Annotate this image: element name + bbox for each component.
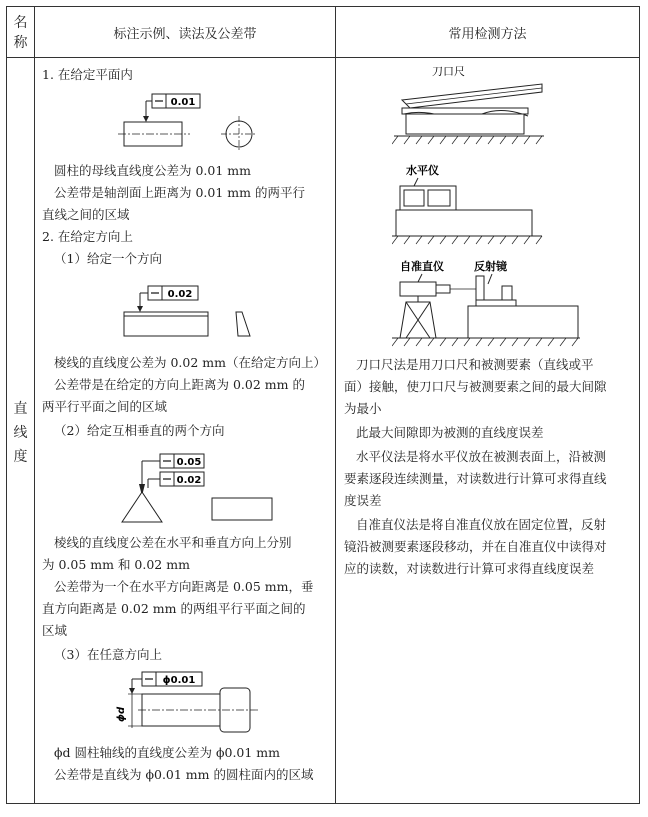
figure-cylinder-side [118, 92, 268, 154]
s2a-para-2a: 公差带是在给定的方向上距离为 0.02 mm 的 [54, 377, 305, 392]
s1-para-2a: 公差带是轴剖面上距离为 0.01 mm 的两平行 [54, 185, 305, 200]
label-level: 水平仪 [406, 164, 439, 177]
r-para-3a: 水平仪法是将水平仪放在被测表面上，沿被测 [356, 449, 607, 464]
s2b-para-1b: 为 0.05 mm 和 0.02 mm [42, 557, 190, 572]
r-para-1a: 刀口尺法是用刀口尺和被测要素（直线或平 [356, 357, 594, 372]
s1-para-2b: 直线之间的区域 [42, 207, 130, 222]
label-knife-edge: 刀口尺 [432, 65, 465, 78]
header-col2: 标注示例、读法及公差带 [113, 27, 257, 42]
section-1-title: 1. 在给定平面内 [42, 67, 133, 82]
figure-prism [118, 280, 268, 346]
tol-value-2b-1: 0.05 [176, 457, 202, 468]
row-name-char-2: 线 [13, 425, 28, 441]
r-para-2: 此最大间隙即为被测的直线度误差 [356, 425, 544, 440]
col-divider-1 [34, 7, 35, 803]
tol-value-1: 0.01 [170, 97, 196, 108]
r-para-4b: 镜沿被测要素逐段移动，并在自准直仪中读得对 [344, 539, 607, 554]
header-name-char-2: 称 [13, 35, 28, 51]
section-2a-title: （1）给定一个方向 [54, 251, 162, 266]
label-autocollimator: 自准直仪 [400, 260, 444, 273]
r-para-1c: 为最小 [344, 401, 382, 416]
r-para-3b: 要素逐段连续测量，对读数进行计算可求得直线 [344, 471, 607, 486]
figure-level [392, 160, 552, 252]
tol-value-2b-2: 0.02 [176, 475, 202, 486]
s2b-para-2c: 区域 [42, 623, 68, 638]
r-para-4c: 应的读数，对读数进行计算可求得直线度误差 [344, 561, 595, 576]
figure-autocollimator [392, 256, 582, 348]
s1-para-1: 圆柱的母线直线度公差为 0.01 mm [54, 163, 251, 178]
s2a-para-2b: 两平行平面之间的区域 [42, 399, 168, 414]
section-2b-title: （2）给定互相垂直的两个方向 [54, 423, 225, 438]
s2c-para-2: 公差带是直线为 ϕ0.01 mm 的圆柱面内的区域 [54, 767, 314, 782]
r-para-3c: 度误差 [344, 493, 382, 508]
figure-knife-edge [392, 62, 552, 148]
s2b-para-2b: 直方向距离是 0.02 mm 的两组平行平面之间的 [42, 601, 306, 616]
row-name-char-1: 直 [13, 401, 28, 417]
section-2-title: 2. 在给定方向上 [42, 229, 133, 244]
tol-value-2c: ϕ0.01 [162, 675, 196, 686]
s2b-para-1a: 棱线的直线度公差在水平和垂直方向上分别 [54, 535, 292, 550]
figure-two-directions [118, 450, 278, 528]
r-para-1b: 面）接触，使刀口尺与被测要素之间的最大间隙 [344, 379, 607, 394]
s2a-para-1: 棱线的直线度公差为 0.02 mm（在给定方向上） [54, 355, 326, 370]
header-col3: 常用检测方法 [448, 27, 527, 42]
label-reflector: 反射镜 [474, 260, 507, 273]
r-para-4a: 自准直仪法是将自准直仪放在固定位置，反射 [356, 517, 607, 532]
s2c-para-1: ϕd 圆柱轴线的直线度公差为 ϕ0.01 mm [54, 745, 281, 760]
figure-shaft [112, 668, 282, 738]
dim-phi-d: ϕd [116, 706, 127, 722]
header-name-char-1: 名 [13, 15, 28, 31]
section-2c-title: （3）在任意方向上 [54, 647, 162, 662]
tol-value-2a: 0.02 [167, 289, 193, 300]
col-divider-2 [335, 7, 336, 803]
s2b-para-2a: 公差带为一个在水平方向距离是 0.05 mm，垂 [54, 579, 314, 594]
row-name-char-3: 度 [13, 449, 28, 465]
header-divider [7, 57, 639, 58]
